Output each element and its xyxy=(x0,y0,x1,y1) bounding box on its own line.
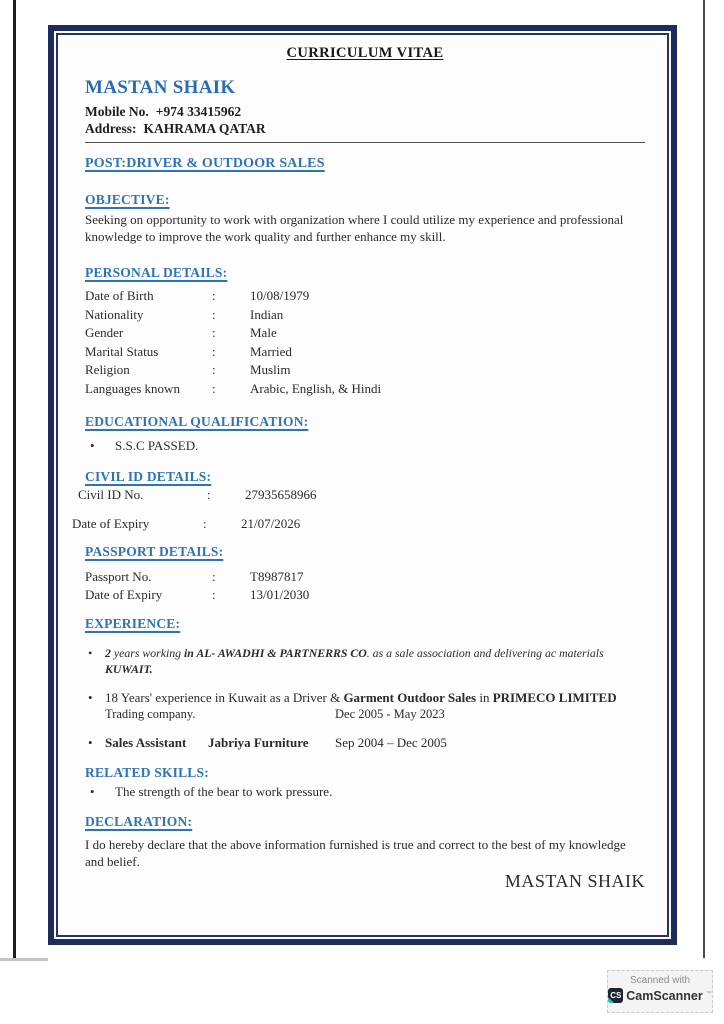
row-colon: : xyxy=(212,362,216,377)
row-label: Religion xyxy=(85,362,130,377)
experience-item-1-line2: KUWAIT. xyxy=(105,662,153,676)
candidate-name: MASTAN SHAIK xyxy=(85,77,236,98)
row-value: Arabic, English, & Hindi xyxy=(250,380,382,396)
related-skills-heading: RELATED SKILLS: xyxy=(85,765,209,780)
row-colon: : xyxy=(203,516,207,531)
bullet-glyph: • xyxy=(90,784,95,799)
row-colon: : xyxy=(212,343,216,359)
table-row xyxy=(85,568,645,586)
table-row xyxy=(85,306,645,325)
address-line xyxy=(85,120,645,137)
document-border-frame-inner xyxy=(56,33,669,937)
row-label: Date of Expiry xyxy=(85,587,163,602)
experience-item-3-line xyxy=(85,735,645,751)
exp1-company: in AL- AWADHI & PARTNERRS CO xyxy=(183,646,367,660)
row-value: 10/08/1979 xyxy=(250,288,310,303)
address-label: Address: xyxy=(85,121,137,136)
row-value: Male xyxy=(250,325,277,340)
row-colon: : xyxy=(212,288,216,303)
bullet-glyph: • xyxy=(88,690,93,705)
row-value: Indian xyxy=(250,306,284,322)
bullet-glyph: • xyxy=(90,438,95,453)
exp1-years: 2 xyxy=(105,646,111,660)
table-row xyxy=(85,287,645,306)
objective-heading: OBJECTIVE: xyxy=(85,192,170,207)
camscanner-brand-row xyxy=(608,988,712,1003)
signature-name: MASTAN SHAIK xyxy=(504,871,645,891)
row-label: Date of Birth xyxy=(85,288,154,303)
bullet-glyph: • xyxy=(88,735,93,750)
education-heading: EDUCATIONAL QUALIFICATION: xyxy=(85,414,309,429)
contact-block xyxy=(85,103,645,137)
row-colon: : xyxy=(207,487,211,502)
row-colon: : xyxy=(212,569,216,584)
mobile-value: +974 33415962 xyxy=(155,104,242,119)
declaration-heading: DECLARATION: xyxy=(85,814,193,829)
civil-id-heading: CIVIL ID DETAILS: xyxy=(85,469,212,484)
row-colon: : xyxy=(212,587,216,602)
document-border-frame xyxy=(48,25,677,945)
table-row xyxy=(85,586,645,604)
passport-table xyxy=(85,568,645,604)
related-skills-item xyxy=(85,784,645,800)
row-value: T8987817 xyxy=(250,569,304,584)
experience-item-2-line1 xyxy=(85,690,645,706)
exp2-seg: 18 Years' experience in Kuwait as a Driver & xyxy=(105,690,344,705)
scan-edge-right xyxy=(703,0,705,958)
personal-details-table xyxy=(85,287,645,398)
row-label: Languages known xyxy=(85,380,180,396)
divider-line xyxy=(85,142,645,143)
row-value: 21/07/2026 xyxy=(241,516,301,531)
related-skills-text: The strength of the bear to work pressure. xyxy=(115,784,333,799)
experience-item-2 xyxy=(85,690,645,722)
experience-item-1-text xyxy=(105,645,604,661)
bullet-glyph: • xyxy=(88,646,93,660)
experience-item-1 xyxy=(85,645,645,677)
table-row xyxy=(85,380,645,399)
row-value: Muslim xyxy=(250,362,291,377)
row-label: Marital Status xyxy=(85,343,159,359)
address-value: KAHRAMA QATAR xyxy=(143,121,266,136)
exp2-line2-text: Trading company. xyxy=(105,707,196,721)
civil-id-table xyxy=(72,487,645,532)
camscanner-brand-name: CamScanner xyxy=(626,988,703,1003)
education-item xyxy=(85,438,645,454)
objective-text: Seeking on opportunity to work with organization where I could utilize my experience and professional knowledge to improve the work quality and further enhance my skill. xyxy=(85,212,624,244)
post-heading: POST:DRIVER & OUTDOOR SALES xyxy=(85,156,325,171)
page-title: CURRICULUM VITAE xyxy=(286,45,444,61)
row-value: 13/01/2030 xyxy=(250,587,310,602)
camscanner-logo-text: CS xyxy=(610,991,622,1000)
table-row xyxy=(85,324,645,343)
exp2-company: PRIMECO LIMITED xyxy=(492,690,617,705)
row-label: Civil ID No. xyxy=(78,487,144,502)
exp2-seg: in xyxy=(476,690,493,705)
row-value: Married xyxy=(250,343,292,359)
mobile-label: Mobile No. xyxy=(85,104,149,119)
camscanner-badge xyxy=(607,970,713,1013)
table-row xyxy=(72,516,645,532)
experience-heading: EXPERIENCE: xyxy=(85,616,181,631)
experience-item-3 xyxy=(85,735,645,751)
experience-item-2-line2 xyxy=(85,706,645,722)
exp3-company: Jabriya Furniture xyxy=(208,735,309,750)
row-colon: : xyxy=(212,306,216,322)
exp3-role: Sales Assistant xyxy=(105,735,187,750)
row-value: 27935658966 xyxy=(245,487,317,502)
table-row xyxy=(85,361,645,380)
row-label: Passport No. xyxy=(85,569,152,584)
experience-item-2-text xyxy=(105,690,617,706)
mobile-line xyxy=(85,103,645,120)
row-colon: : xyxy=(212,380,216,396)
experience-item-3-text xyxy=(105,735,447,751)
passport-heading: PASSPORT DETAILS: xyxy=(85,544,224,559)
row-colon: : xyxy=(212,325,216,340)
exp1-seg: years working xyxy=(110,646,184,660)
scan-artifact xyxy=(0,958,48,961)
scan-edge-left xyxy=(13,0,16,958)
education-item-text: S.S.C PASSED. xyxy=(115,438,199,453)
row-label: Nationality xyxy=(85,306,144,322)
row-label: Date of Expiry xyxy=(72,516,150,531)
exp2-role: Garment Outdoor Sales xyxy=(343,690,477,705)
exp3-dates: Sep 2004 – Dec 2005 xyxy=(335,735,447,750)
personal-details-heading: PERSONAL DETAILS: xyxy=(85,265,228,280)
cv-content xyxy=(58,35,667,935)
scanned-with-label: Scanned with xyxy=(629,975,691,986)
table-row xyxy=(78,487,645,503)
table-row xyxy=(85,343,645,362)
trademark-mark: ™ xyxy=(705,991,712,997)
declaration-text: I do hereby declare that the above information furnished is true and correct to the best of my knowledge and belief. xyxy=(85,837,626,869)
row-label: Gender xyxy=(85,325,124,340)
camscanner-logo-icon xyxy=(608,988,623,1003)
exp1-seg: . as a sale association and delivering ac materials xyxy=(366,646,604,660)
exp2-dates: Dec 2005 - May 2023 xyxy=(335,707,445,721)
experience-item-1-line1 xyxy=(85,645,645,661)
